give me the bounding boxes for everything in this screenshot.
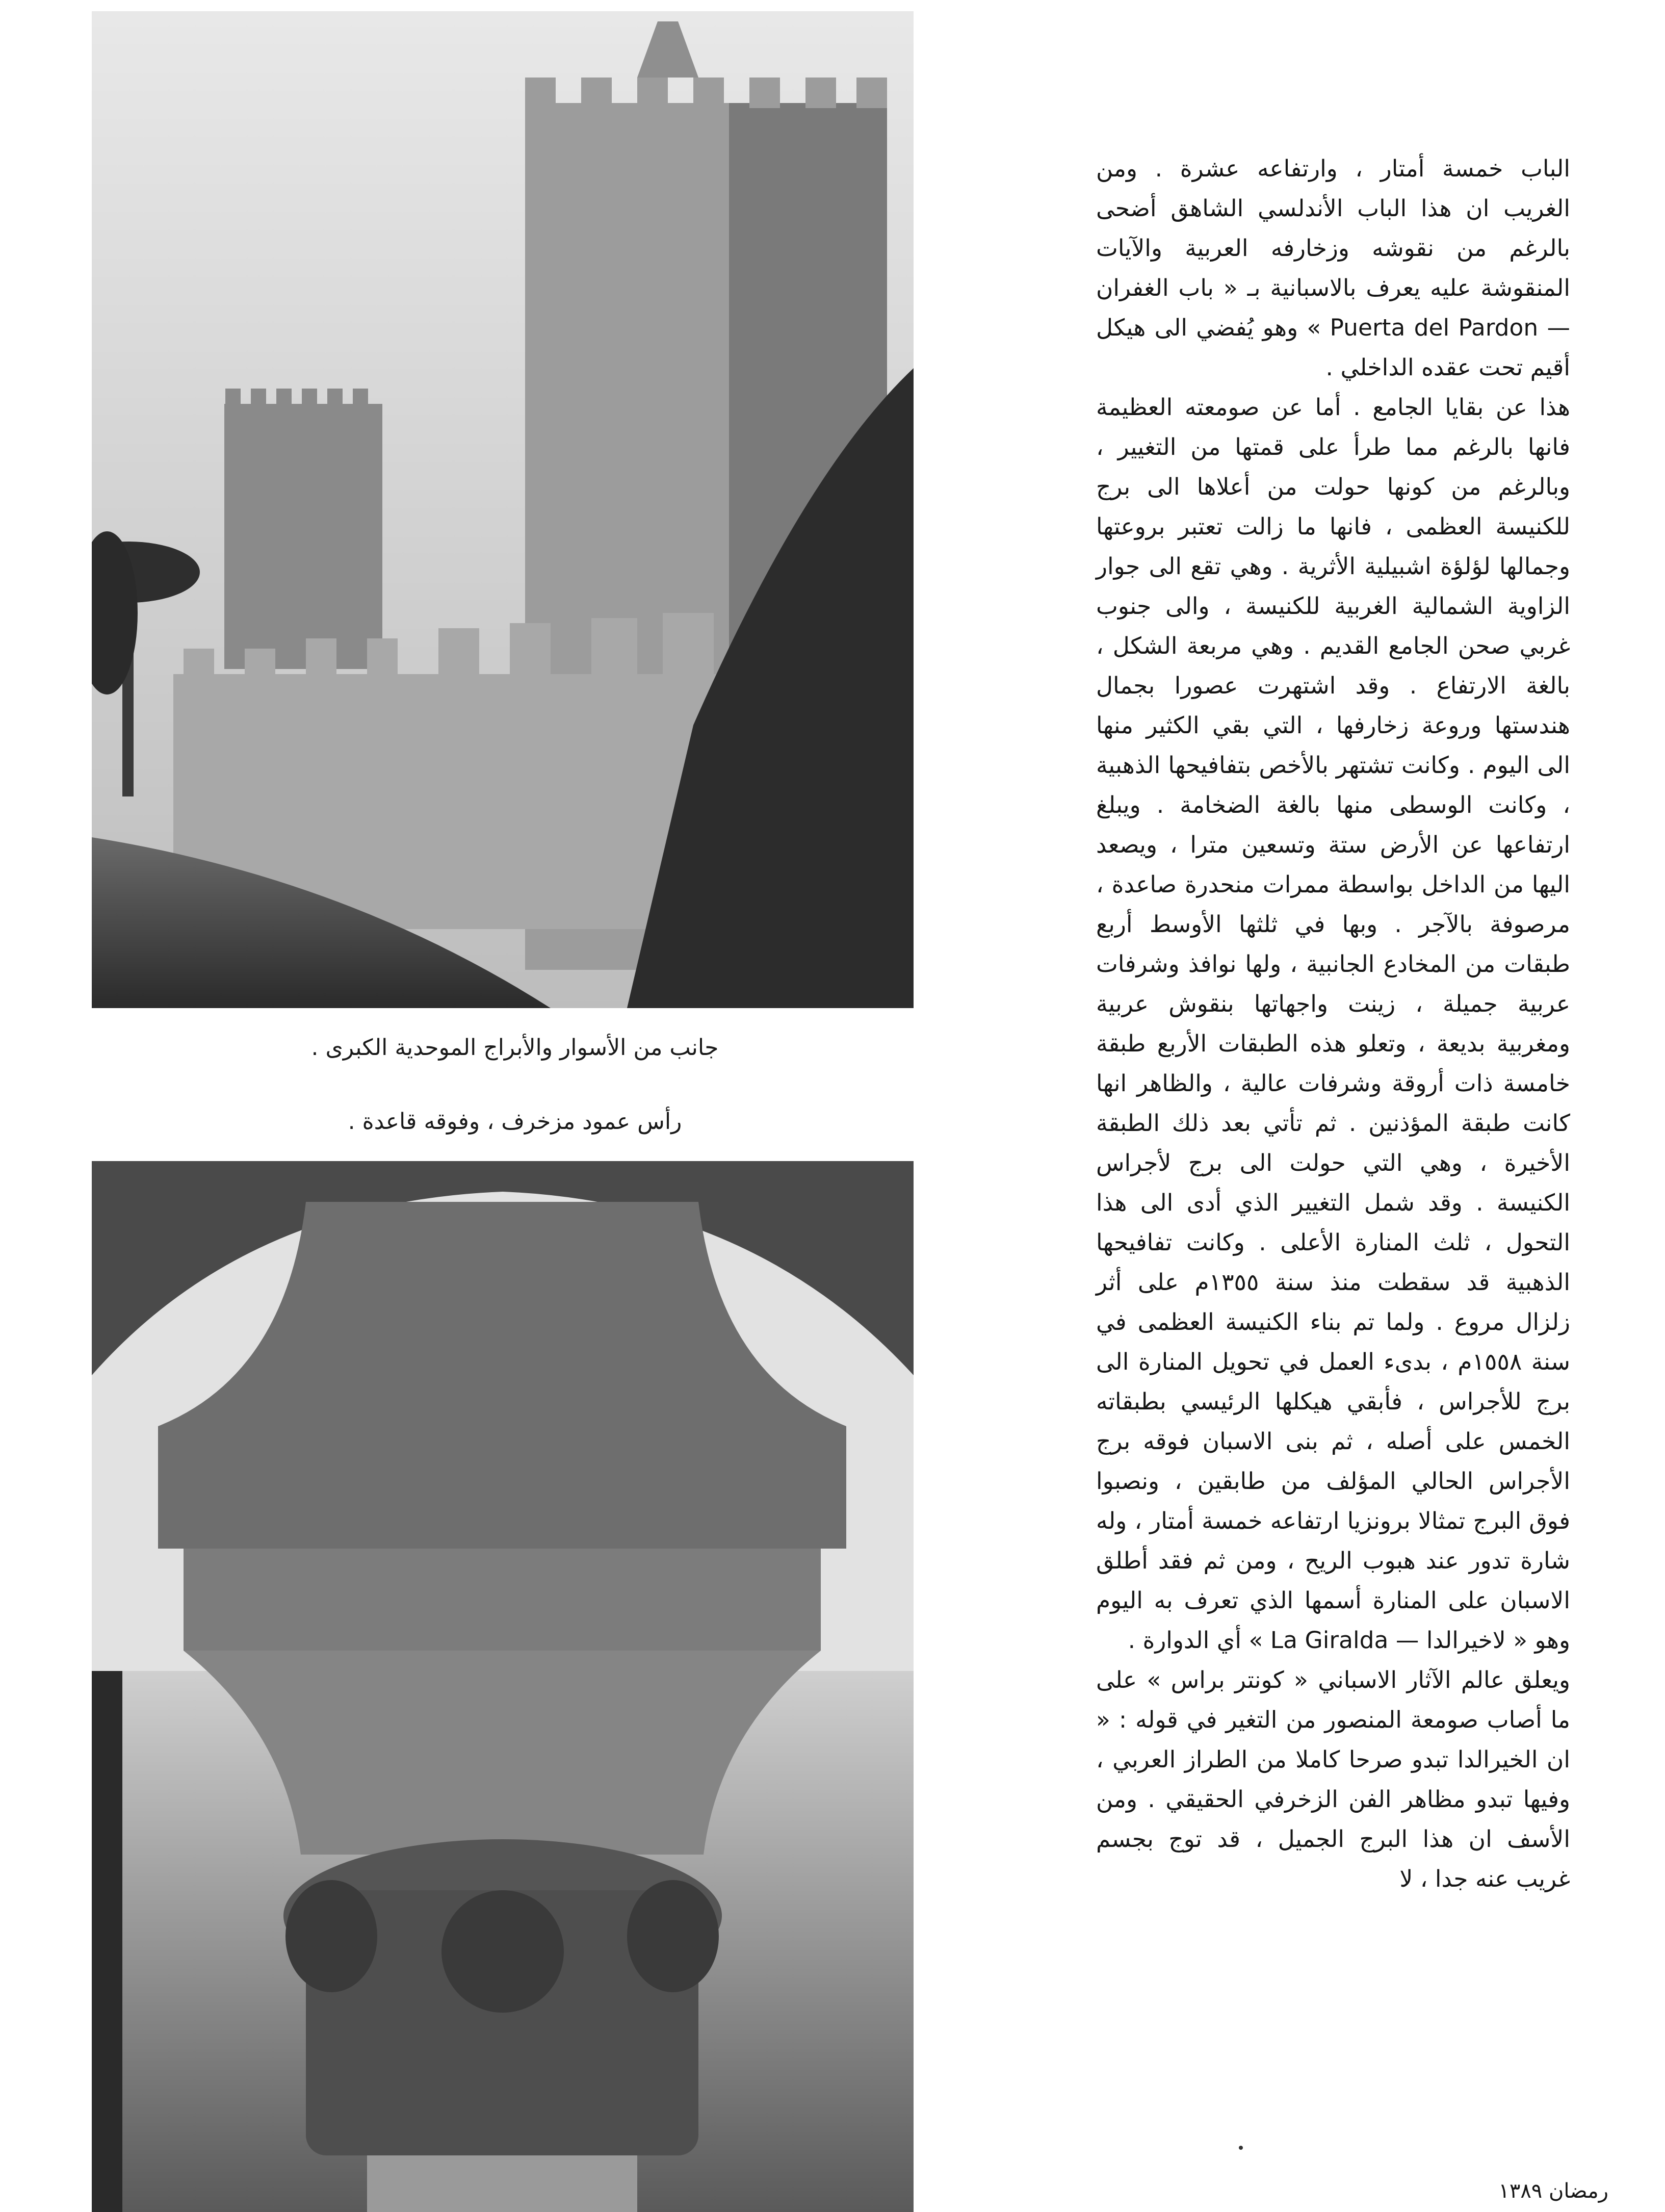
article-paragraph: هذا عن بقايا الجامع . أما عن صومعته العظيمة فانها بالرغم مما طرأ على قمتها من التغيير ، وبالرغم من كونها حولت من أعلاها الى برج للكنيسة العظمى ، فانها ما زالت تعتبر بروعتها وجمالها لؤلؤة اشبيلية الأثرية . وهي تقع الى جوار الزاوية الشمالية الغربية للكنيسة ، والى جنوب غربي صحن الجامع القديم . وهي مربعة الشكل ، بالغة الارتفاع . وقد اشتهرت عصورا بجمال هندستها وروعة زخارفها ، التي بقي الكثير منها الى اليوم . وكانت تشتهر بالأخص بتفافيحها الذهبية ، وكانت الوسطى منها بالغة الضخامة . ويبلغ ارتفاعها عن الأرض ستة وتسعين مترا ، ويصعد اليها من الداخل بواسطة ممرات منحدرة صاعدة ، مرصوفة بالآجر . وبها في ثلثها الأوسط أربع طبقات من المخادع الجانبية ، ولها نوافذ وشرفات عربية جميلة ، زينت واجهاتها بنقوش عربية ومغربية بديعة ، وتعلو هذه الطبقات الأربع طبقة خامسة ذات أروقة وشرفات عالية ، والظاهر انها كانت طبقة المؤذنين . ثم تأتي بعد ذلك الطبقة الأخيرة ، وهي التي حولت الى برج لأجراس الكنيسة . وقد شمل التغيير الذي أدى الى هذا التحول ، ثلث المنارة الأعلى . وكانت تفافيحها الذهبية قد سقطت منذ سنة ١٣٥٥م على أثر زلزال مروع . ولما تم بناء الكنيسة العظمى في سنة ١٥٥٨م ، بدىء العمل في تحويل المنارة الى برج للأجراس ، فأبقي هيكلها الرئيسي بطبقاته الخمس على أصله ، ثم بنى الاسبان فوقه برج الأجراس الحالي المؤلف من طابقين ، ونصبوا فوق البرج تمثالا برونزيا ارتفاعه خمسة أمتار ، وله شارة تدور عند هبوب الريح ، ومن ثم فقد أطلق الاسبان على المنارة أسمها الذي تعرف به اليوم وهو « لاخيرالدا — La Giralda » أي الدوارة .	[1096, 394, 1570, 1654]
article-paragraph: الباب خمسة أمتار ، وارتفاعه عشرة . ومن الغريب ان هذا الباب الأندلسي الشاهق أضحى بالرغم من نقوشه وزخارفه العربية والآيات المنقوشة عليه يعرف بالاسبانية بـ « باب الغفران — Puerta del Pardon » وهو يُفضي الى هيكل أقيم تحت عقده الداخلي .	[1096, 155, 1570, 381]
issue-footer: رمضان ١٣٨٩	[1498, 2179, 1608, 2203]
caption-bottom: رأس عمود مزخرف ، وفوقه قاعدة .	[348, 1109, 682, 1135]
article-body	[1096, 149, 1570, 1899]
column-capital-photo	[92, 1161, 914, 2212]
fortress-walls-photo	[92, 11, 914, 1008]
column-capital-illustration	[92, 1161, 914, 2212]
article-paragraph: ويعلق عالم الآثار الاسباني « كونتر براس » على ما أصاب صومعة المنصور من التغير في قوله : « ان الخيرالدا تبدو صرحا كاملا من الطراز العربي ، وفيها تبدو مظاهر الفن الزخرفي الحقيقي . ومن الأسف ان هذا البرج الجميل ، قد توج بجسم غريب عنه جدا ، لا	[1096, 1666, 1570, 1892]
fortress-walls-illustration	[92, 11, 914, 1008]
caption-top: جانب من الأسوار والأبراج الموحدية الكبرى .	[311, 1035, 719, 1061]
decorative-dot	[1239, 2146, 1243, 2150]
